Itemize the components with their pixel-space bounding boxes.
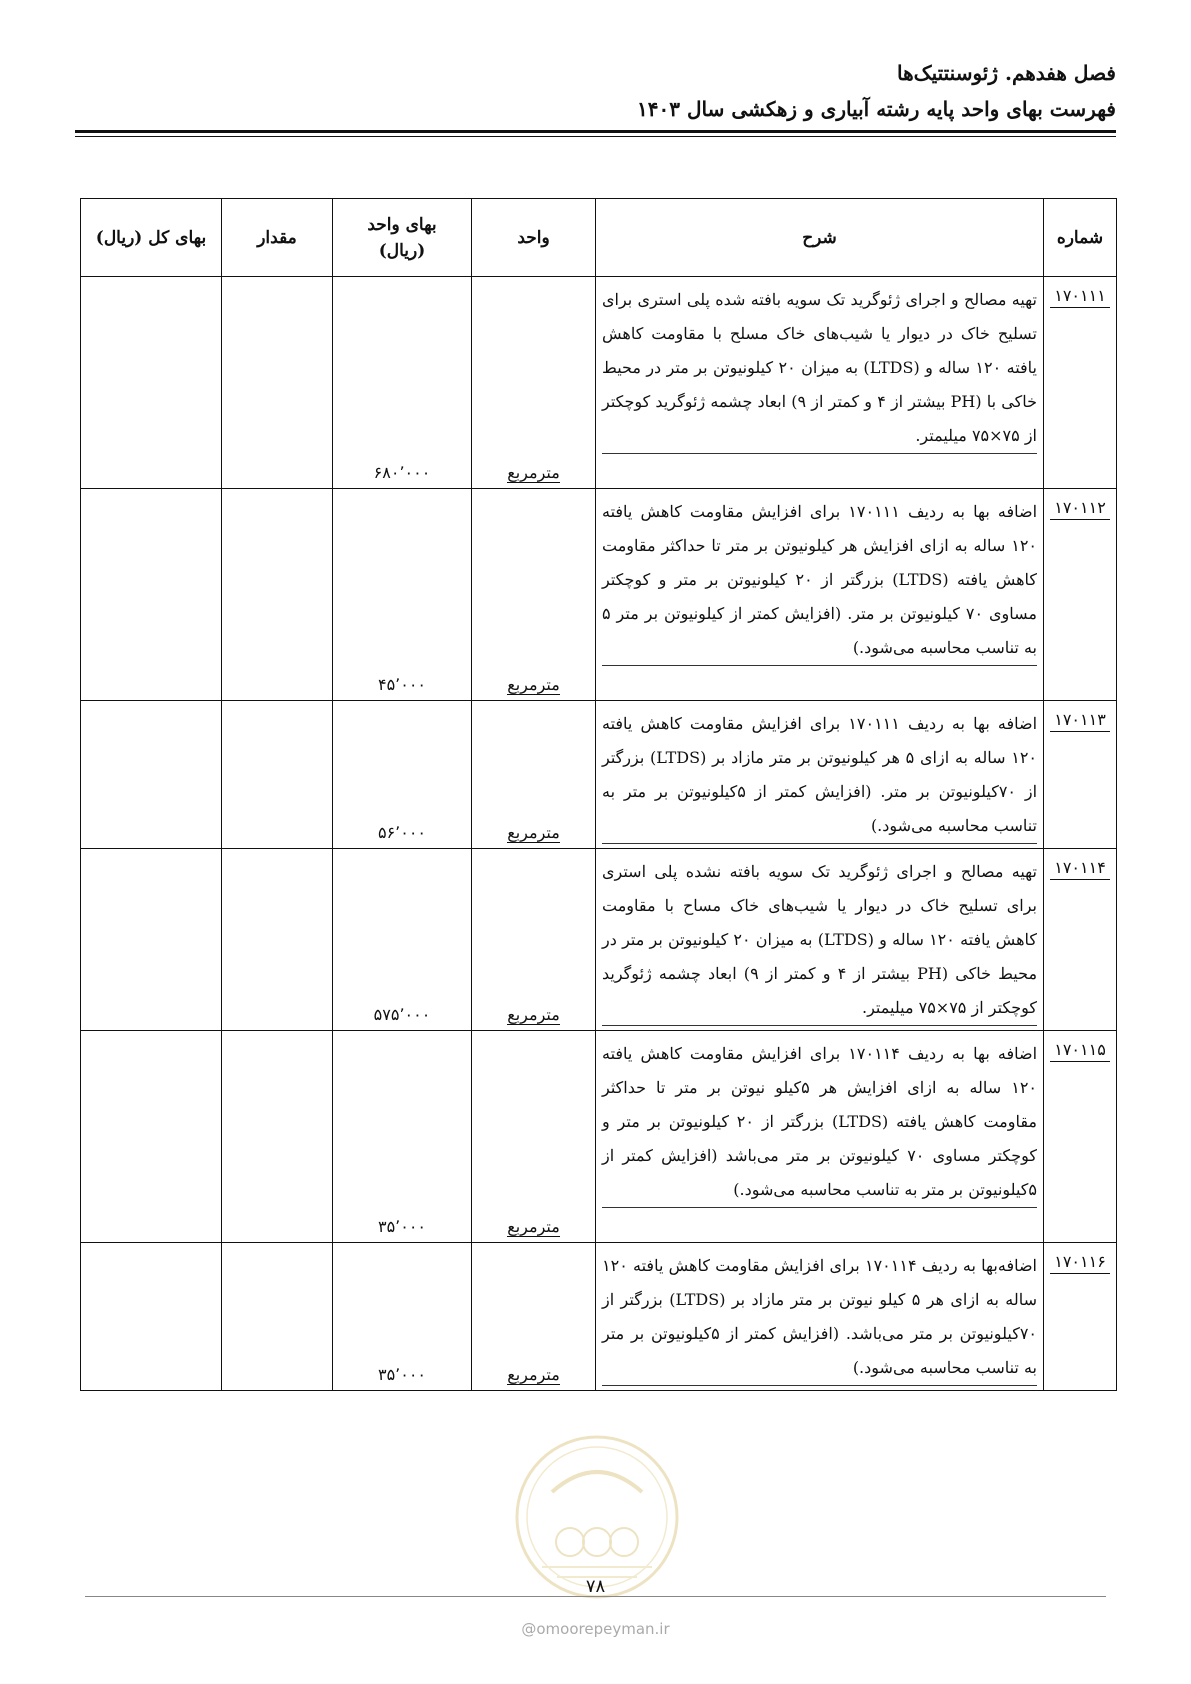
- page-number: ۷۸: [585, 1576, 606, 1597]
- col-header-unit-price: بهای واحد (ریال): [333, 199, 472, 277]
- item-number-cell: [1044, 277, 1117, 489]
- item-number: ۱۷۰۱۱۳: [1050, 709, 1110, 732]
- table-row: [81, 489, 1117, 701]
- item-description: اضافه بها به ردیف ۱۷۰۱۱۱ برای افزایش مقاومت کاهش یافته ۱۲۰ ساله به ازای افزایش هر کیلونیوتن بر متر تا حداکثر مقاومت کاهش یافته (LTDS) بزرگتر از ۲۰ کیلونیوتن بر متر و کوچکتر مساوی ۷۰ کیلونیوتن بر متر. (افزایش کمتر از کیلونیوتن بر متر ۵ به تناسب محاسبه می‌شود.): [602, 495, 1037, 666]
- item-number-cell: [1044, 1243, 1117, 1391]
- col-header-total-price: بهای کل (ریال): [81, 199, 222, 277]
- item-unit-price-cell: [333, 1031, 472, 1243]
- item-description: اضافه بها به ردیف ۱۷۰۱۱۱ برای افزایش مقاومت کاهش یافته ۱۲۰ ساله به ازای ۵ هر کیلونیوتن بر متر مازاد بر (LTDS) بزرگتر از ۷۰کیلونیوتن بر متر. (افزایش کمتر از ۵کیلونیوتن بر متر به تناسب محاسبه می‌شود.): [602, 707, 1037, 844]
- table-row: [81, 849, 1117, 1031]
- header-rule-thick: [75, 130, 1116, 133]
- item-unit-price: ۶۸۰٬۰۰۰: [373, 463, 431, 482]
- table-row: [81, 701, 1117, 849]
- item-unit-cell: [472, 849, 596, 1031]
- col-header-quantity: مقدار: [222, 199, 333, 277]
- item-number-cell: [1044, 489, 1117, 701]
- chapter-title: فصل هفدهم. ژئوسنتتیک‌ها: [897, 61, 1116, 85]
- col-header-number: شماره: [1044, 199, 1117, 277]
- table-header-row: [81, 199, 1117, 277]
- item-number-cell: [1044, 701, 1117, 849]
- item-number: ۱۷۰۱۱۲: [1050, 497, 1110, 520]
- item-unit-price-cell: [333, 277, 472, 489]
- item-description: اضافه‌بها به ردیف ۱۷۰۱۱۴ برای افزایش مقاومت کاهش یافته ۱۲۰ ساله به ازای هر ۵ کیلو نیوتن بر متر مازاد بر (LTDS) بزرگتر از ۷۰کیلونیوتن بر متر می‌باشد. (افزایش کمتر از ۵کیلونیوتن بر متر به تناسب محاسبه می‌شود.): [602, 1249, 1037, 1386]
- item-description: تهیه مصالح و اجرای ژئوگرید تک سویه بافته شده پلی استری برای تسلیح خاک در دیوار یا شیب‌های خاک مسلح با مقاومت کاهش یافته ۱۲۰ ساله و (LTDS) به میزان ۲۰ کیلونیوتن بر متر در محیط خاکی با (PH بیشتر از ۴ و کمتر از ۹) ابعاد چشمه ژئوگرید کوچکتر از ۷۵×۷۵ میلیمتر.: [602, 283, 1037, 454]
- watermark-url: @omoorepeyman.ir: [521, 1620, 670, 1638]
- item-unit: مترمربع: [507, 823, 560, 842]
- table-row: [81, 1031, 1117, 1243]
- item-number: ۱۷۰۱۱۶: [1050, 1251, 1110, 1274]
- item-total-cell: [81, 277, 222, 489]
- document-title: فهرست بهای واحد پایه رشته آبیاری و زهکشی سال ۱۴۰۳: [637, 97, 1116, 121]
- item-quantity-cell: [222, 849, 333, 1031]
- item-description: تهیه مصالح و اجرای ژئوگرید تک سویه بافته نشده پلی استری برای تسلیح خاک در دیوار یا شیب‌های خاک مساح با مقاومت کاهش یافته ۱۲۰ ساله و (LTDS) به میزان ۲۰ کیلونیوتن بر متر در محیط خاکی (PH بیشتر از ۴ و کمتر از ۹) ابعاد چشمه ژئوگرید کوچکتر از ۷۵×۷۵ میلیمتر.: [602, 855, 1037, 1026]
- item-unit-price: ۵۷۵٬۰۰۰: [373, 1005, 431, 1024]
- page-header: [66, 58, 1116, 126]
- item-unit-price: ۵۶٬۰۰۰: [377, 823, 427, 842]
- item-unit-price-cell: [333, 489, 472, 701]
- item-unit: مترمربع: [507, 463, 560, 482]
- item-number-cell: [1044, 1031, 1117, 1243]
- item-unit: مترمربع: [507, 1217, 560, 1236]
- item-total-cell: [81, 701, 222, 849]
- item-description-cell: [596, 701, 1044, 849]
- item-description-cell: [596, 1243, 1044, 1391]
- item-unit-price: ۳۵٬۰۰۰: [377, 1365, 427, 1384]
- item-unit: مترمربع: [507, 675, 560, 694]
- item-description-cell: [596, 849, 1044, 1031]
- item-description-cell: [596, 277, 1044, 489]
- item-total-cell: [81, 1243, 222, 1391]
- item-unit: مترمربع: [507, 1365, 560, 1384]
- footer-rule: [85, 1596, 1106, 1597]
- item-quantity-cell: [222, 1243, 333, 1391]
- item-unit-cell: [472, 701, 596, 849]
- item-unit: مترمربع: [507, 1005, 560, 1024]
- item-number: ۱۷۰۱۱۵: [1050, 1039, 1110, 1062]
- item-unit-cell: [472, 277, 596, 489]
- item-unit-cell: [472, 1031, 596, 1243]
- item-number: ۱۷۰۱۱۱: [1050, 285, 1110, 308]
- item-unit-price-cell: [333, 1243, 472, 1391]
- col-header-description: شرح: [596, 199, 1044, 277]
- item-description-cell: [596, 1031, 1044, 1243]
- item-total-cell: [81, 1031, 222, 1243]
- header-rule-thin: [75, 136, 1116, 137]
- item-quantity-cell: [222, 489, 333, 701]
- item-quantity-cell: [222, 277, 333, 489]
- item-unit-price: ۳۵٬۰۰۰: [377, 1217, 427, 1236]
- item-total-cell: [81, 489, 222, 701]
- item-unit-cell: [472, 1243, 596, 1391]
- item-total-cell: [81, 849, 222, 1031]
- item-quantity-cell: [222, 1031, 333, 1243]
- table-row: [81, 1243, 1117, 1391]
- item-quantity-cell: [222, 701, 333, 849]
- item-description: اضافه بها به ردیف ۱۷۰۱۱۴ برای افزایش مقاومت کاهش یافته ۱۲۰ ساله به ازای افزایش هر ۵کیلو نیوتن بر متر تا حداکثر مقاومت کاهش یافته (LTDS) بزرگتر از ۲۰ کیلونیوتن بر متر و کوچکتر مساوی ۷۰ کیلونیوتن بر متر می‌باشد (افزایش کمتر از ۵کیلونیوتن بر متر به تناسب محاسبه می‌شود.): [602, 1037, 1037, 1208]
- item-unit-price-cell: [333, 849, 472, 1031]
- item-number-cell: [1044, 849, 1117, 1031]
- item-number: ۱۷۰۱۱۴: [1050, 857, 1110, 880]
- item-unit-price-cell: [333, 701, 472, 849]
- item-unit-cell: [472, 489, 596, 701]
- price-list-table: [80, 198, 1117, 1391]
- item-description-cell: [596, 489, 1044, 701]
- table-row: [81, 277, 1117, 489]
- item-unit-price: ۴۵٬۰۰۰: [377, 675, 427, 694]
- col-header-unit: واحد: [472, 199, 596, 277]
